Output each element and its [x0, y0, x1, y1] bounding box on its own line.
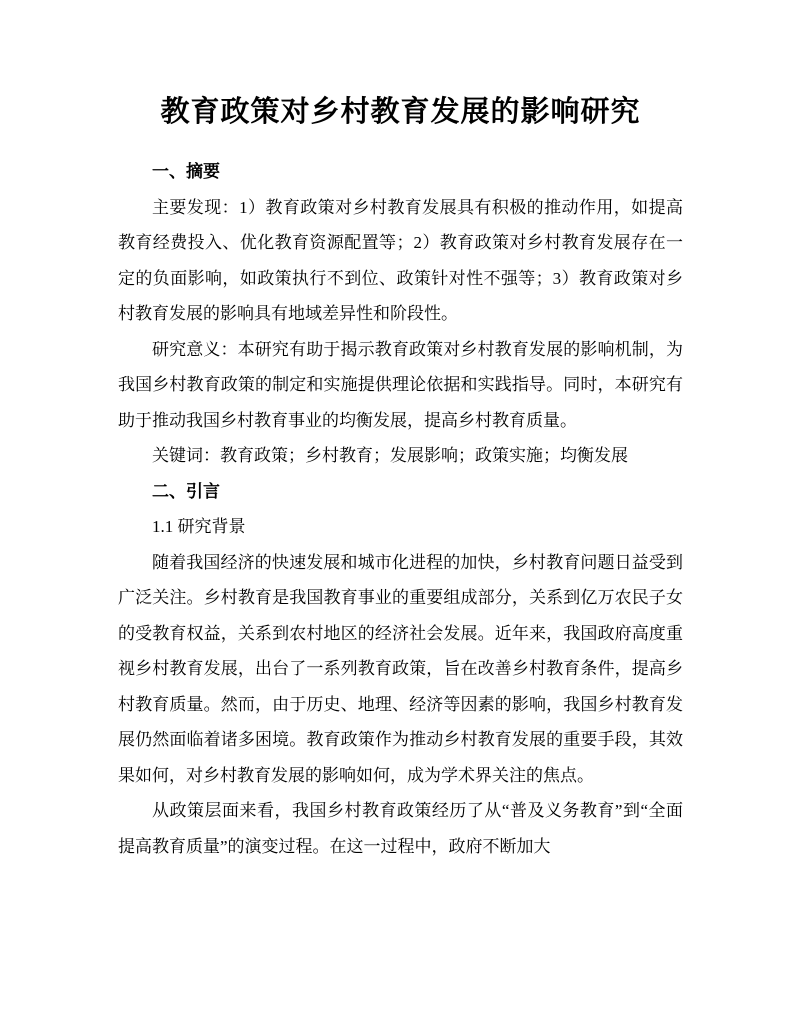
research-background-subheading: 1.1 研究背景: [152, 517, 246, 536]
research-background-paragraph: 随着我国经济的快速发展和城市化进程的加快，乡村教育问题日益受到广泛关注。乡村教育是我国教育事业的重要组成部分，关系到亿万农民子女的受教育权益，关系到农村地区的经济社会发展。近年来，我国政府高度重视乡村教育发展，出台了一系列教育政策，旨在改善乡村教育条件，提高乡村教育质量。然而，由于历史、地理、经济等因素的影响，我国乡村教育发展仍然面临着诸多困境。教育政策作为推动乡村教育发展的重要手段，其效果如何，对乡村教育发展的影响如何，成为学术界关注的焦点。: [118, 552, 683, 785]
keywords-line: 关键词：教育政策；乡村教育；发展影响；政策实施；均衡发展: [152, 446, 628, 465]
introduction-section-heading: 二、引言: [152, 481, 220, 501]
abstract-significance-paragraph: 研究意义：本研究有助于揭示教育政策对乡村教育发展的影响机制，为我国乡村教育政策的制定和实施提供理论依据和实践指导。同时，本研究有助于推动我国乡村教育事业的均衡发展，提高乡村教育质量。: [118, 339, 683, 430]
abstract-findings-paragraph: 主要发现：1）教育政策对乡村教育发展具有积极的推动作用，如提高教育经费投入、优化教育资源配置等；2）教育政策对乡村教育发展存在一定的负面影响，如政策执行不到位、政策针对性不强等；3）教育政策对乡村教育发展的影响具有地域差异性和阶段性。: [118, 197, 683, 323]
document-title: 教育政策对乡村教育发展的影响研究: [160, 96, 641, 128]
abstract-section-heading: 一、摘要: [152, 162, 220, 181]
policy-evolution-paragraph: 从政策层面来看，我国乡村教育政策经历了从“普及义务教育”到“全面提高教育质量”的演变过程。在这一过程中，政府不断加大: [118, 801, 683, 856]
